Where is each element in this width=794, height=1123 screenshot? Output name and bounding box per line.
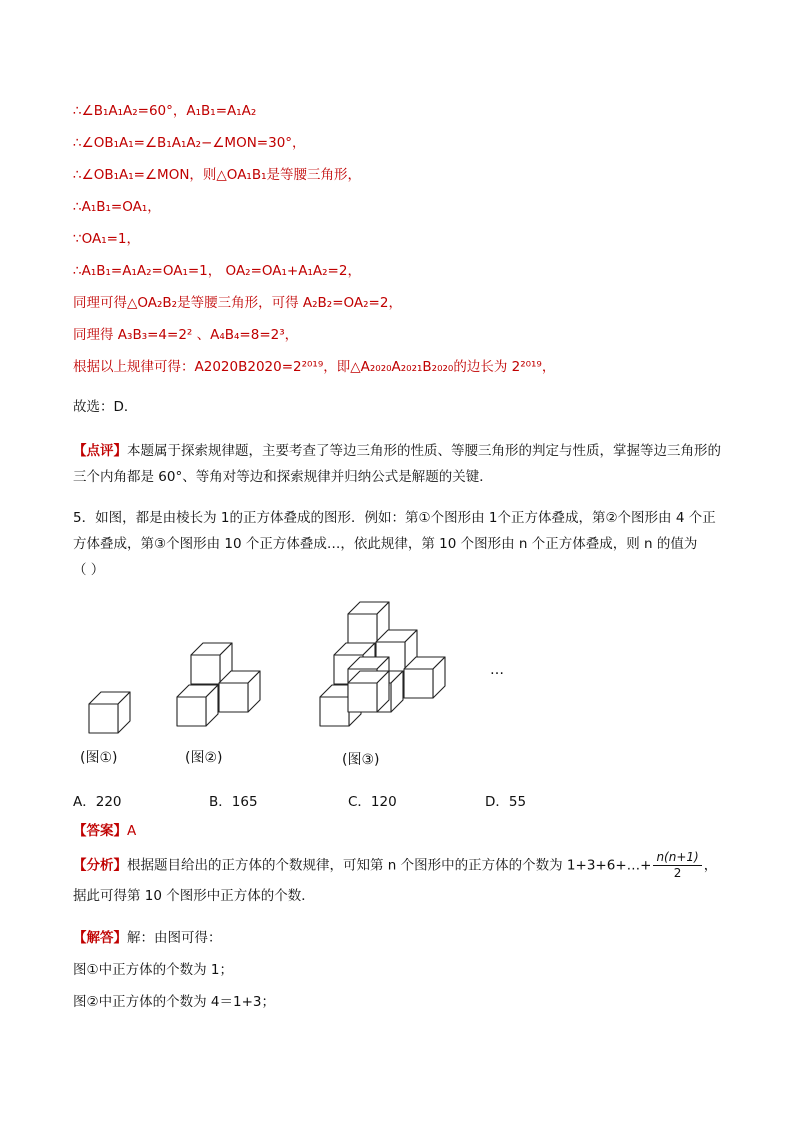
answer-line [73,822,136,840]
analysis-text-1: 根据题目给出的正方体的个数规律，可知第 n 个图形中的正方体的个数为 1+3+6+…+ [127,857,652,874]
answer-value: A [127,823,137,839]
question-text: 5．如图，都是由棱长为 1的正方体叠成的图形．例如：第①个图形由 1个正方体叠成，第②个图形由 4 个正方体叠成，第③个图形由 10 个正方体叠成…，依此规律，第 10 个图形由 n 个正方体叠成，则 n 的值为 [73,510,716,552]
answer-tag: 【答案】 [73,823,127,839]
solution-tag: 【解答】 [73,930,127,946]
fraction [653,850,701,881]
solution-step-1: 图①中正方体的个数为 1； [73,962,233,978]
solution-intro: 解：由图可得： [127,930,222,946]
solution-line-2: ∴∠OB₁A₁=∠B₁A₁A₂−∠MON=30°， [73,135,306,151]
figure-3-caption: (图③) [342,752,380,768]
cube [219,671,260,712]
figure-1-caption: (图①) [80,750,118,766]
solution-line-9: 根据以上规律可得：A2020B2020=2²⁰¹⁹，即△A₂₀₂₀A₂₀₂₁B₂₀₂₀的边长为 2²⁰¹⁹， [73,359,556,375]
comment-tag: 【点评】 [73,443,127,459]
solution-line-5: ∵OA₁=1， [73,231,141,247]
fraction-numerator: n(n+1) [653,850,701,866]
solution-line-4: ∴A₁B₁=OA₁， [73,199,161,215]
cube [348,671,389,712]
solution-line-8: 同理得 A₃B₃=4=2² 、A₄B₄=8=2³， [73,327,299,343]
figure-ellipsis: … [490,662,504,678]
analysis-block [73,850,723,911]
analysis-tag: 【分析】 [73,857,127,874]
solution-line-7: 同理可得△OA₂B₂是等腰三角形，可得 A₂B₂=OA₂=2， [73,295,402,311]
solution-line-6: ∴A₁B₁=A₁A₂=OA₁=1， OA₂=OA₁+A₁A₂=2， [73,263,361,279]
option-a: A．220 [73,794,122,810]
solution-step-2: 图②中正方体的个数为 4＝1+3； [73,994,275,1010]
solution-line-1: ∴∠B₁A₁A₂=60°，A₁B₁=A₁A₂ [73,103,257,119]
fraction-denominator: 2 [673,866,682,880]
comment-text: 本题属于探索规律题，主要考查了等边三角形的性质、等腰三角形的判定与性质，掌握等边三角形的三个内角都是 60°、等角对等边和探索规律并归纳公式是解题的关键． [73,443,721,485]
cube [404,657,445,698]
figure-2-caption: (图②) [185,750,223,766]
solution-line-3: ∴∠OB₁A₁=∠MON，则△OA₁B₁是等腰三角形， [73,167,362,183]
analysis-text-2: ，据此可得第 10 个图形中正方体的个数． [73,857,718,904]
option-b: B．165 [209,794,258,810]
option-d: D．55 [485,794,527,810]
question-paren: （ ） [73,562,105,578]
cube [89,692,130,733]
cube [177,685,218,726]
conclusion: 故选：D． [73,399,138,415]
option-c: C．120 [348,794,397,810]
solution-intro-line [73,929,222,947]
